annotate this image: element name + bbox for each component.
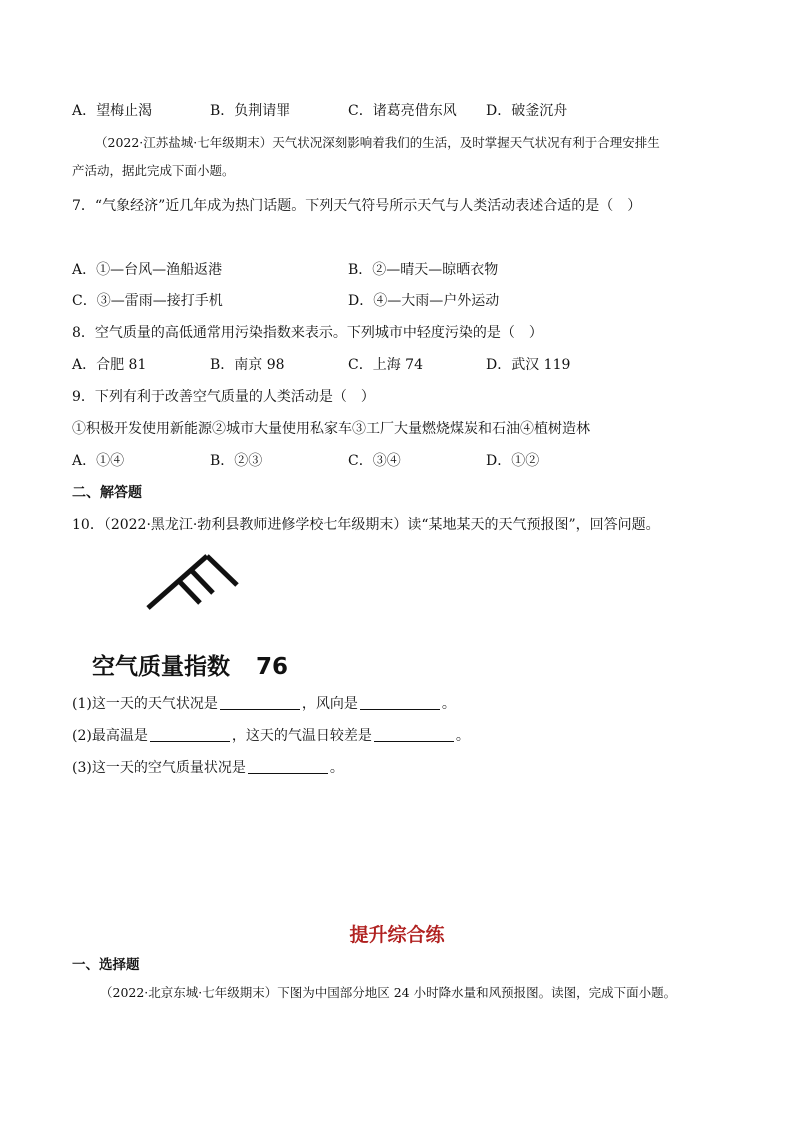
answer-blank[interactable] xyxy=(150,727,230,742)
wind-barb-2 xyxy=(191,570,213,593)
answer-blank[interactable] xyxy=(220,695,300,710)
q8-option-c: C．上海 74 xyxy=(348,357,423,373)
answer-blank[interactable] xyxy=(360,695,440,710)
air-quality-index-label xyxy=(92,648,288,681)
q10-sub2-mid: ，这天的气温日较差是 xyxy=(231,728,372,744)
q10-sub3-end: 。 xyxy=(329,760,344,776)
q6-option-a: A．望梅止渴 xyxy=(72,103,153,119)
q10-sub3 xyxy=(72,758,344,778)
q10-sub1-mid: ，风向是 xyxy=(301,696,358,712)
q6-option-c: C．诸葛亮借东风 xyxy=(348,103,457,119)
q10-sub1 xyxy=(72,694,456,714)
q10-sub2 xyxy=(72,726,470,746)
q10-sub2-end: 。 xyxy=(455,728,470,744)
q7-option-b: B．②—晴天—晾晒衣物 xyxy=(348,262,499,278)
q8-option-d: D．武汉 119 xyxy=(486,357,571,373)
q7-stem: 7．“气象经济”近几年成为热门话题。下列天气符号所示天气与人类活动表述合适的是（ ） xyxy=(72,198,642,214)
q9-stem: 9．下列有利于改善空气质量的人类活动是（ ） xyxy=(72,389,375,405)
q9-option-c: C．③④ xyxy=(348,453,401,469)
section-title: 提升综合练 xyxy=(349,924,445,946)
q6-option-b: B．负荆请罪 xyxy=(210,103,291,119)
intro-passage-2: （2022·北京东城·七年级期末）下图为中国部分地区 24 小时降水量和风预报图。读图，完成下面小题。 xyxy=(100,985,677,1000)
intro-passage-line2: 产活动，据此完成下面小题。 xyxy=(72,163,235,178)
q9-items: ①积极开发使用新能源②城市大量使用私家车③工厂大量燃烧煤炭和石油④植树造林 xyxy=(72,421,590,437)
answer-blank[interactable] xyxy=(374,727,454,742)
section-heading-choice: 一、选择题 xyxy=(72,957,140,973)
wind-barb-3 xyxy=(207,556,237,585)
q8-option-a: A．合肥 81 xyxy=(72,357,147,373)
aqi-value: 76 xyxy=(256,654,289,680)
q10-sub1-prefix: (1)这一天的天气状况是 xyxy=(72,696,218,712)
q10-sub1-end: 。 xyxy=(441,696,456,712)
q7-option-c: C．③—雷雨—接打手机 xyxy=(72,293,223,309)
q9-option-b: B．②③ xyxy=(210,453,263,469)
section-heading-answer: 二、解答题 xyxy=(72,485,142,501)
q8-option-b: B．南京 98 xyxy=(210,357,285,373)
q9-option-a: A．①④ xyxy=(72,453,125,469)
q10-sub2-prefix: (2)最高温是 xyxy=(72,728,148,744)
intro-passage-line1: （2022·江苏盐城·七年级期末）天气状况深刻影响着我们的生活，及时掌握天气状况有利于合理安排生 xyxy=(95,135,660,150)
wind-symbol-figure xyxy=(140,548,250,618)
q7-option-a: A．①—台风—渔船返港 xyxy=(72,262,223,278)
q8-stem: 8．空气质量的高低通常用污染指数来表示。下列城市中轻度污染的是（ ） xyxy=(72,325,543,341)
q9-option-d: D．①② xyxy=(486,453,540,469)
q10-stem: 10．（2022·黑龙江·勃利县教师进修学校七年级期末）读“某地某天的天气预报图”，回答问题。 xyxy=(72,517,660,533)
answer-blank[interactable] xyxy=(248,759,328,774)
aqi-label: 空气质量指数 xyxy=(92,654,230,680)
wind-barb-1 xyxy=(179,581,200,603)
q7-option-d: D．④—大雨—户外运动 xyxy=(348,293,500,309)
q6-option-d: D．破釜沉舟 xyxy=(486,103,568,119)
q10-sub3-prefix: (3)这一天的空气质量状况是 xyxy=(72,760,246,776)
